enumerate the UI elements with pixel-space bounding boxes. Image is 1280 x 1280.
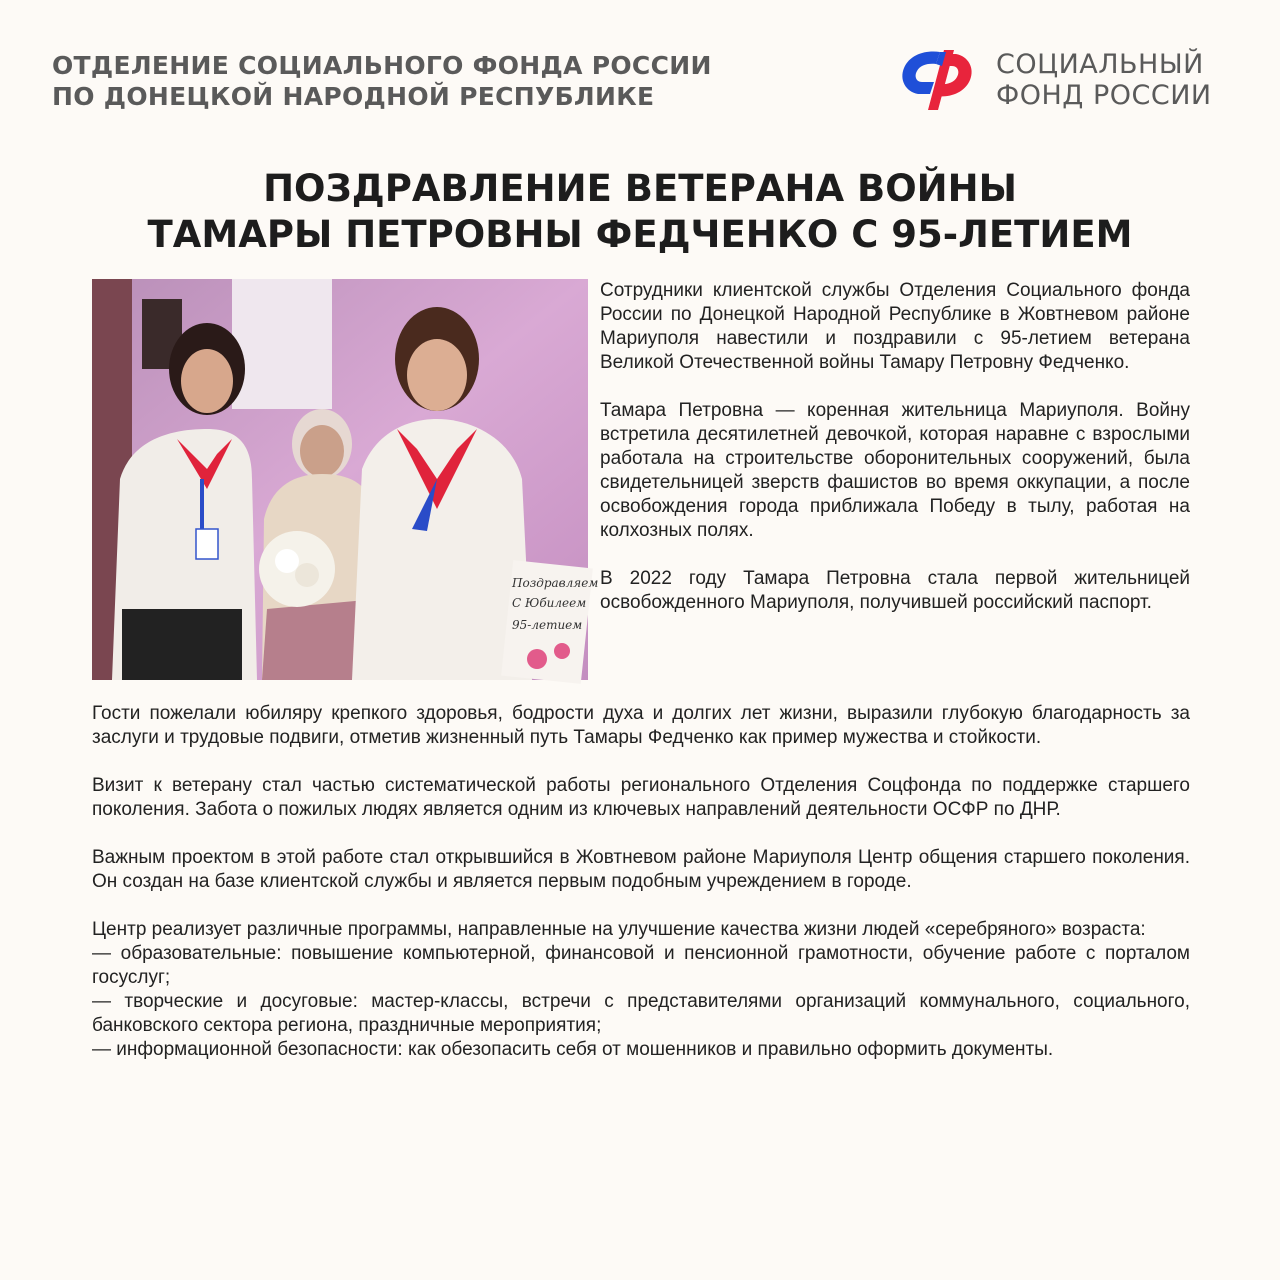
page-title-line1: ПОЗДРАВЛЕНИЕ ВЕТЕРАНА ВОЙНЫ: [263, 167, 1017, 210]
side-paragraph-1: Сотрудники клиентской службы Отделения Социального фонда России по Донецкой Народной Республике в Жовтневом районе Мариуполя навестили и поздравили с 95-летием ветерана Великой Отечественной войны Тамару Петровну Федченко.: [600, 280, 1190, 373]
program-item-1: — образовательные: повышение компьютерной, финансовой и пенсионной грамотности, обучение работе с порталом госуслуг;: [92, 943, 1190, 988]
page-title-line2: ТАМАРЫ ПЕТРОВНЫ ФЕДЧЕНКО С 95-ЛЕТИЕМ: [147, 213, 1133, 256]
body-paragraph-1: Гости пожелали юбиляру крепкого здоровья, бодрости духа и долгих лет жизни, выразили глубокую благодарность за заслуги и трудовые подвиги, отметив жизненный путь Тамары Федченко как пример мужества и стойкости.: [92, 703, 1190, 748]
main-text: [92, 702, 1190, 1062]
program-item-2: — творческие и досуговые: мастер-классы, встречи с представителями организаций коммунального, социального, банковского сектора региона, праздничные мероприятия;: [92, 991, 1190, 1036]
page-title: [0, 166, 1280, 258]
organization-name-line1: ОТДЕЛЕНИЕ СОЦИАЛЬНОГО ФОНДА РОССИИ: [52, 51, 712, 80]
card-text-2: С Юбилеем: [512, 596, 587, 610]
organization-name: [52, 50, 712, 112]
sfr-logo: [896, 44, 1212, 116]
logo-text-line2: ФОНД РОССИИ: [996, 80, 1212, 111]
card-text-3: 95-летием: [512, 618, 583, 632]
side-paragraph-3: В 2022 году Тамара Петровна стала первой жительницей освобожденного Мариуполя, получившей российский паспорт.: [600, 568, 1190, 613]
program-item-3: — информационной безопасности: как обезопасить себя от мошенников и правильно оформить документы.: [92, 1039, 1054, 1060]
logo-text-line1: СОЦИАЛЬНЫЙ: [996, 49, 1204, 80]
sfr-logo-text: [996, 49, 1212, 111]
side-paragraph-2: Тамара Петровна — коренная жительница Мариуполя. Войну встретила десятилетней девочкой, которая наравне с взрослыми работала на строительстве оборонительных сооружений, была свидетельницей зверств фашистов во время оккупации, а после освобождения города приближала Победу в тылу, работая на колхозных полях.: [600, 400, 1190, 541]
body-paragraph-2: Визит к ветерану стал частью систематической работы регионального Отделения Соцфонда по поддержке старшего поколения. Забота о пожилых людях является одним из ключевых направлений деятельности ОСФР по ДНР.: [92, 775, 1190, 820]
organization-name-line2: ПО ДОНЕЦКОЙ НАРОДНОЙ РЕСПУБЛИКЕ: [52, 82, 655, 111]
side-text-column: [600, 279, 1190, 615]
body-paragraph-3: Важным проектом в этой работе стал открывшийся в Жовтневом районе Мариуполя Центр общения старшего поколения. Он создан на базе клиентской службы и является первым подобным учреждением в городе.: [92, 847, 1190, 892]
window: [232, 279, 332, 409]
body-paragraph-4: Центр реализует различные программы, направленные на улучшение качества жизни людей «серебряного» возраста:: [92, 919, 1146, 940]
event-photo: [92, 279, 599, 680]
sfr-logo-icon: [896, 44, 978, 116]
card-text-1: Поздравляем: [512, 576, 599, 590]
